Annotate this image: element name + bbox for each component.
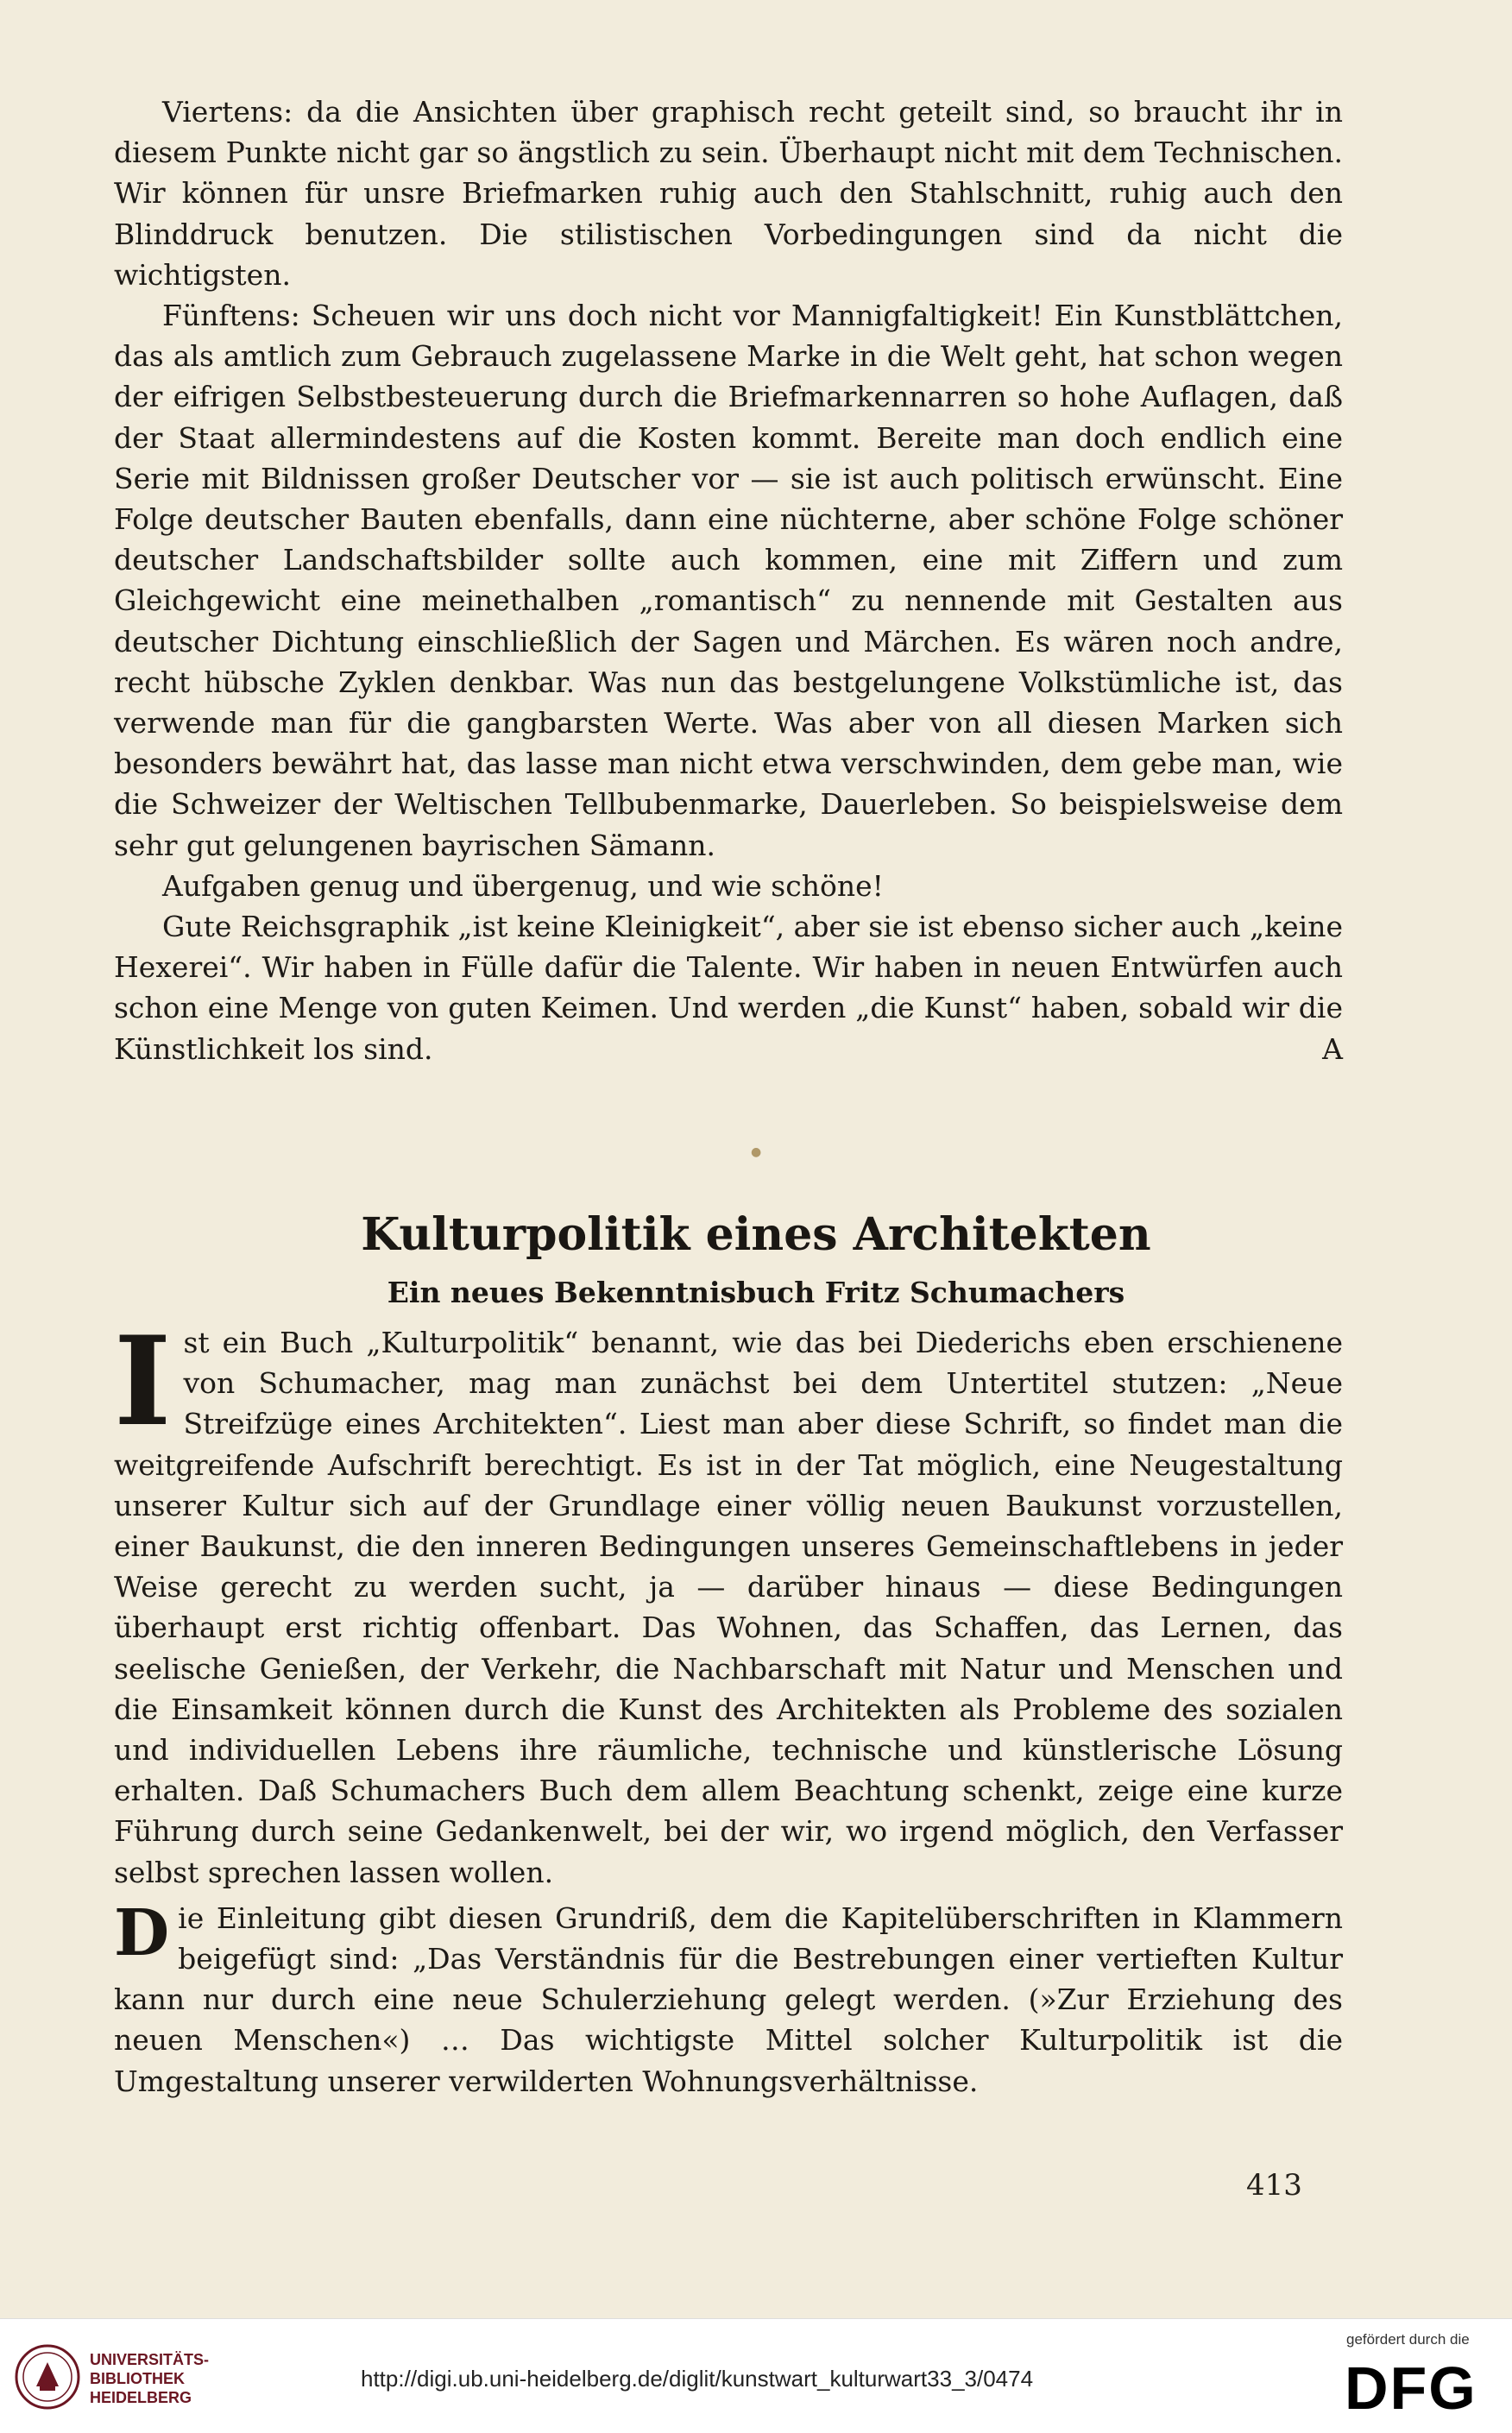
institution-line: UNIVERSITÄTS- bbox=[90, 2351, 210, 2368]
source-url-link[interactable]: http://digi.ub.uni-heidelberg.de/diglit/kunstwart_kulturwart33_3/0474 bbox=[361, 2366, 1034, 2392]
author-signature: A bbox=[1322, 1031, 1343, 1066]
page-number: 413 bbox=[1246, 2168, 1302, 2203]
paragraph-einleitung-text: ie Einleitung gibt diesen Grundriß, dem die Kapitelüberschriften in Klammern beigefügt sind: „Das Verständnis für die Bestrebungen einer vertieften Kultur kann nur durch eine neue Schulerziehung gelegt werden. (»Zur Erziehung des neuen Menschen«) … Das wichtigste Mittel solcher Kulturpolitik ist die Umgestaltung unserer verwilderten Wohnungsverhältnisse. bbox=[114, 1900, 1343, 2098]
drop-cap-i: I bbox=[114, 1310, 172, 1453]
paragraph-reichsgraphik bbox=[114, 906, 1343, 1069]
paragraph-aufgaben: Aufgaben genug und übergenug, und wie schöne! bbox=[162, 868, 884, 903]
viewer-footer bbox=[0, 2318, 1512, 2433]
institution-name bbox=[90, 2350, 254, 2407]
support-caption: gefördert durch die bbox=[1346, 2331, 1470, 2348]
previous-article-end bbox=[114, 91, 1343, 1069]
dfg-logo[interactable]: DFG bbox=[1345, 2354, 1477, 2422]
paragraph-viertens: Viertens: da die Ansichten über graphisch recht geteilt sind, so braucht ihr in diesem Punkte nicht gar so ängstlich zu sein. Überhaupt nicht mit dem Technischen. Wir können für unsre Briefmarken ruhig auch den Stahlschnitt, ruhig auch den Blinddruck benutzen. Die stilistischen Vorbedingungen sind da nicht die wichtigsten. bbox=[114, 95, 1343, 292]
article-title: Kulturpolitik eines Architekten bbox=[361, 1208, 1151, 1261]
institution-line: BIBLIOTHEK bbox=[90, 2370, 185, 2387]
institution-line: HEIDELBERG bbox=[90, 2389, 192, 2406]
paragraph-intro-text: st ein Buch „Kulturpolitik“ benannt, wie das bei Diederichs eben erschienene von Schumacher, mag man zunächst bei dem Untertitel stutzen: „Neue Streifzüge eines Architekten“. Liest man aber diese Schrift, so findet man die weitgreifende Aufschrift berechtigt. Es ist in der Tat möglich, eine Neugestaltung unserer Kultur sich auf der Grundlage einer völlig neuen Baukunst vorzustellen, einer Baukunst, die den inneren Bedingungen unseres Gemeinschaftlebens in jeder Weise gerecht zu werden sucht, ja — darüber hinaus — diese Bedingungen überhaupt erst richtig offenbart. Das Wohnen, das Schaffen, das Lernen, das seelische Genießen, der Verkehr, die Nachbarschaft mit Natur und Menschen und die Einsamkeit können durch die Kunst des Architekten als Probleme des sozialen und individuellen Lebens ihre räumliche, technische und künstlerische Lösung erhalten. Daß Schumachers Buch dem allem Beachtung schenkt, zeige eine kurze Führung durch seine Gedankenwelt, bei der wir, wo irgend möglich, den Verfasser selbst sprechen lassen wollen. bbox=[114, 1326, 1343, 1889]
paragraph-fuenftens: Fünftens: Scheuen wir uns doch nicht vor Mannigfaltigkeit! Ein Kunstblättchen, das als amtlich zum Gebrauch zugelassene Marke in die Welt geht, hat schon wegen der eifrigen Selbstbesteuerung durch die Briefmarkennarren so hohe Auflagen, daß der Staat allermindestens auf die Kosten kommt. Bereite man doch endlich eine Serie mit Bildnissen großer Deutscher vor — sie ist auch politisch erwünscht. Eine Folge deutscher Bauten ebenfalls, dann eine nüchterne, aber schöne Folge schöner deutscher Landschaftsbilder sollte auch kommen, eine mit Ziffern und zum Gleichgewicht eine meinethalben „romantisch“ zu nennende mit Gestalten aus deutscher Dichtung einschließlich der Sagen und Märchen. Es wären noch andre, recht hübsche Zyklen denkbar. Was nun das bestgelungene Volkstümliche ist, das verwende man für die gangbarsten Werte. Was aber von all diesen Marken sich besonders bewährt hat, das lasse man nicht etwa verschwinden, dem gebe man, wie die Schweizer der Weltischen Tellbubenmarke, Dauerleben. So beispielsweise dem sehr gut gelungenen bayrischen Sämann. bbox=[114, 299, 1343, 862]
separator-dot: ● bbox=[751, 1145, 762, 1159]
paragraph-einleitung bbox=[114, 1895, 1343, 2102]
paragraph-reichsgraphik-text: Gute Reichsgraphik „ist keine Kleinigkeit“, aber sie ist ebenso sicher auch „keine Hexerei“. Wir haben in Fülle dafür die Talente. Wir haben in neuen Entwürfen auch schon eine Menge von guten Keimen. Und werden „die Kunst“ haben, sobald wir die Künstlichkeit los sind. bbox=[114, 910, 1343, 1066]
paragraph-intro bbox=[114, 1310, 1343, 1893]
article-body bbox=[114, 1310, 1343, 2102]
university-seal-icon bbox=[14, 2343, 81, 2411]
drop-cap-d: D bbox=[114, 1895, 170, 1970]
article-subtitle: Ein neues Bekenntnisbuch Fritz Schumachers bbox=[387, 1276, 1125, 1309]
